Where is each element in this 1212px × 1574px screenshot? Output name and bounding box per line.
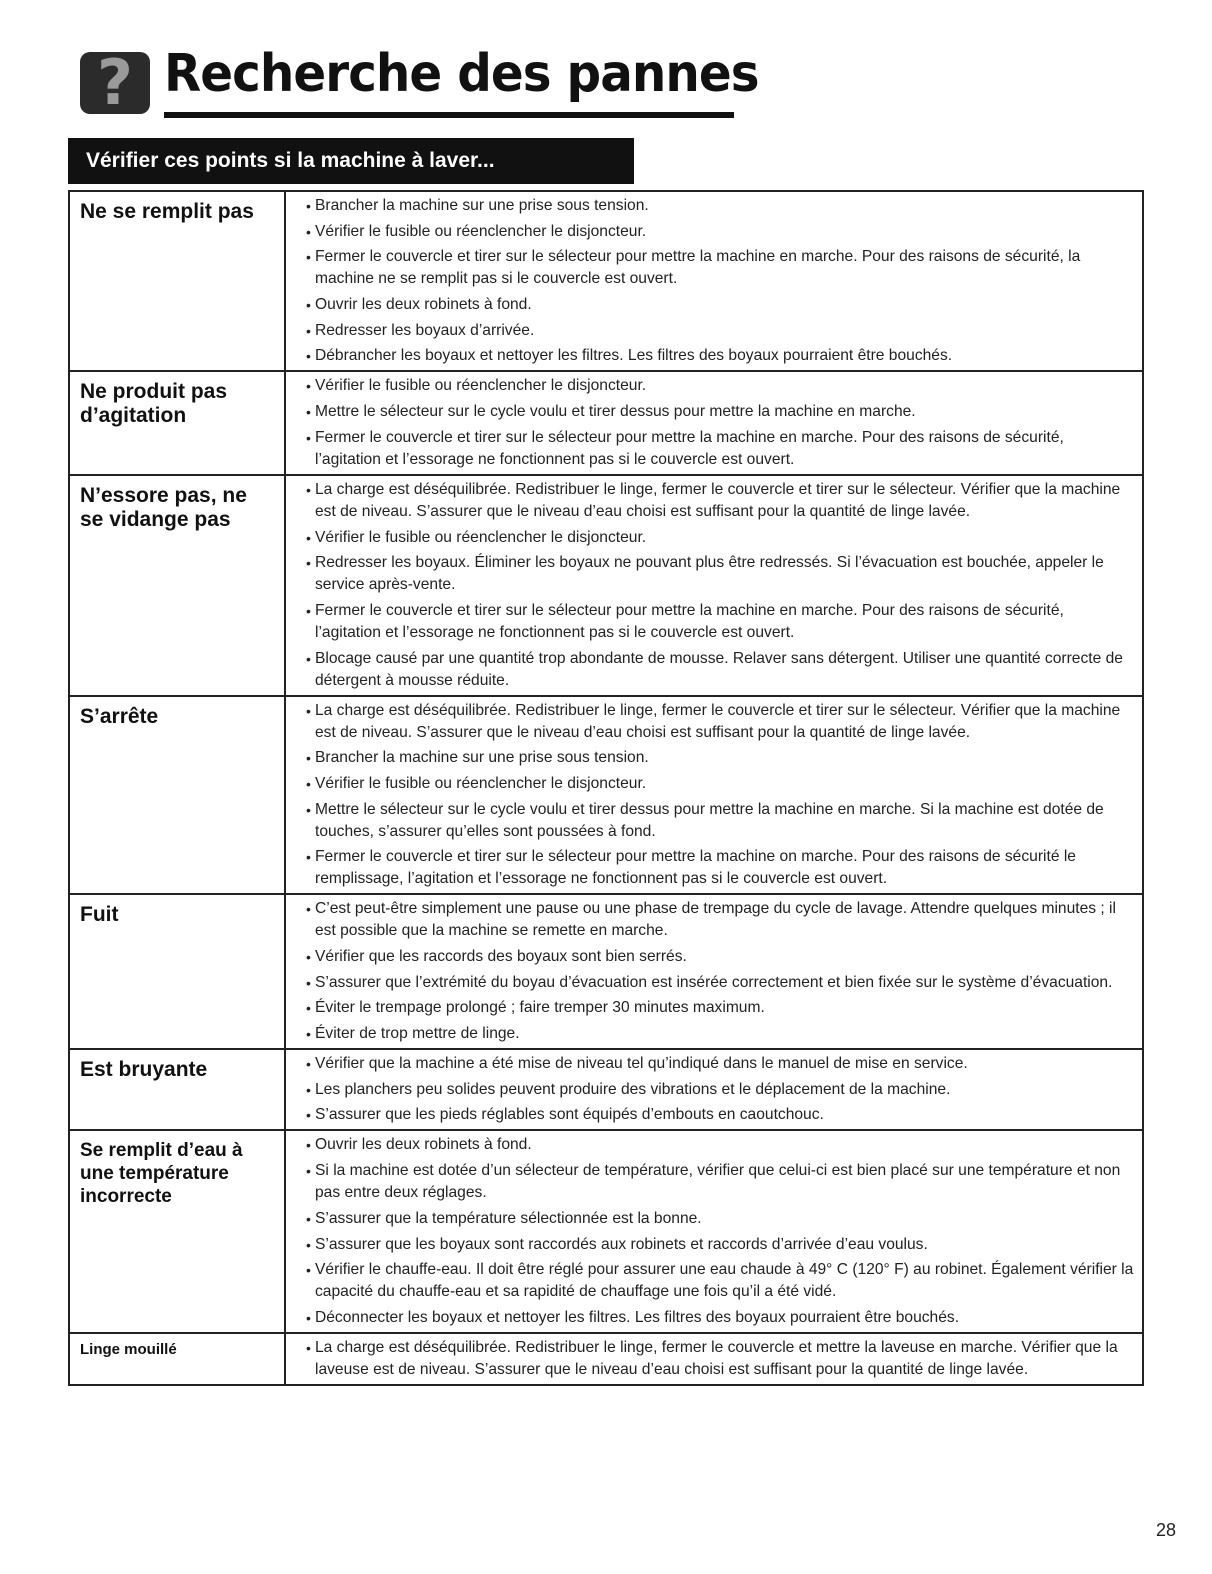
solution-item: • La charge est déséquilibrée. Redistribuer le linge, fermer le couvercle et tirer sur le sélecteur. Vérifier que la machine est de niveau. S’assurer que le niveau d’eau choisi est suffisant pour la quantité de linge lavée.: [306, 479, 1134, 523]
solution-item: • Vérifier le fusible ou réenclencher le disjoncteur.: [306, 375, 1134, 397]
solution-item: • Vérifier le chauffe-eau. Il doit être réglé pour assurer une eau chaude à 49° C (120° F) au robinet. Également vérifier la capacité du chauffe-eau et sa rapidité de chauffage une fois qu’il a été vidé.: [306, 1259, 1134, 1303]
solution-list: [306, 1134, 1134, 1328]
problem-label: Linge mouillé: [69, 1333, 285, 1385]
solution-item: • S’assurer que les pieds réglables sont équipés d’embouts en caoutchouc.: [306, 1104, 1134, 1126]
solution-item: • Vérifier le fusible ou réenclencher le disjoncteur.: [306, 221, 1134, 243]
problem-label: N’essore pas, ne se vidange pas: [69, 475, 285, 696]
problem-label: S’arrête: [69, 696, 285, 895]
solution-item: • Éviter de trop mettre de linge.: [306, 1023, 1134, 1045]
solution-item: • Mettre le sélecteur sur le cycle voulu et tirer dessus pour mettre la machine en marche. Si la machine est dotée de touches, s’assurer qu’elles sont poussées à fond.: [306, 799, 1134, 843]
solution-item: • Brancher la machine sur une prise sous tension.: [306, 195, 1134, 217]
question-mark-icon: ?: [80, 52, 150, 114]
table-row: [69, 696, 1143, 895]
solution-item: • Fermer le couvercle et tirer sur le sélecteur pour mettre la machine on marche. Pour des raisons de sécurité le remplissage, l’agitation et l’essorage ne fonctionnent pas si le couvercle est ouvert.: [306, 846, 1134, 890]
solution-list: [306, 479, 1134, 692]
solution-item: • Vérifier que les raccords des boyaux sont bien serrés.: [306, 946, 1134, 968]
solution-item: • Ouvrir les deux robinets à fond.: [306, 294, 1134, 316]
solution-list: [306, 1337, 1134, 1381]
solution-item: • S’assurer que la température sélectionnée est la bonne.: [306, 1208, 1134, 1230]
page-number: 28: [1155, 1520, 1176, 1540]
solutions-cell: [285, 1333, 1143, 1385]
solution-item: • Brancher la machine sur une prise sous tension.: [306, 747, 1134, 769]
page-title: Recherche des pannes: [164, 44, 759, 104]
solutions-cell: [285, 191, 1143, 371]
troubleshooting-table: [68, 190, 1144, 1386]
solutions-cell: [285, 1130, 1143, 1332]
solution-item: • La charge est déséquilibrée. Redistribuer le linge, fermer le couvercle et tirer sur le sélecteur. Vérifier que la machine est de niveau. S’assurer que le niveau d’eau choisi est suffisant pour la quantité de linge lavée.: [306, 700, 1134, 744]
solution-item: • Ouvrir les deux robinets à fond.: [306, 1134, 1134, 1156]
solution-item: • Débrancher les boyaux et nettoyer les filtres. Les filtres des boyaux pourraient être bouchés.: [306, 345, 1134, 367]
solutions-cell: [285, 696, 1143, 895]
solution-item: • S’assurer que les boyaux sont raccordés aux robinets et raccords d’arrivée d’eau voulus.: [306, 1234, 1134, 1256]
table-row: [69, 894, 1143, 1049]
solutions-cell: [285, 894, 1143, 1049]
solution-list: [306, 195, 1134, 367]
solution-item: • Fermer le couvercle et tirer sur le sélecteur pour mettre la machine en marche. Pour des raisons de sécurité, la machine ne se remplit pas si le couvercle est ouvert.: [306, 246, 1134, 290]
solution-item: • Vérifier que la machine a été mise de niveau tel qu’indiqué dans le manuel de mise en service.: [306, 1053, 1134, 1075]
solution-item: • Si la machine est dotée d’un sélecteur de température, vérifier que celui-ci est bien placé sur une température et non pas entre deux réglages.: [306, 1160, 1134, 1204]
table-row: [69, 475, 1143, 696]
solution-item: • Redresser les boyaux. Éliminer les boyaux ne pouvant plus être redressés. Si l’évacuation est bouchée, appeler le service après-vente.: [306, 552, 1134, 596]
section-banner: Vérifier ces points si la machine à laver...: [68, 138, 634, 184]
problem-label: Ne se remplit pas: [69, 191, 285, 371]
solution-list: [306, 375, 1134, 470]
problem-label: Ne produit pas d’agitation: [69, 371, 285, 474]
solutions-cell: [285, 1049, 1143, 1130]
page-header: [80, 44, 759, 124]
solution-list: [306, 1053, 1134, 1126]
solution-list: [306, 898, 1134, 1045]
solution-item: • Mettre le sélecteur sur le cycle voulu et tirer dessus pour mettre la machine en marche.: [306, 401, 1134, 423]
problem-label: Se remplit d’eau à une température incorrecte: [69, 1130, 285, 1332]
solution-item: • Fermer le couvercle et tirer sur le sélecteur pour mettre la machine en marche. Pour des raisons de sécurité, l’agitation et l’essorage ne fonctionnent pas si le couvercle est ouvert.: [306, 600, 1134, 644]
problem-label: Est bruyante: [69, 1049, 285, 1130]
solutions-cell: [285, 371, 1143, 474]
table-row: [69, 1049, 1143, 1130]
solution-item: • Les planchers peu solides peuvent produire des vibrations et le déplacement de la machine.: [306, 1079, 1134, 1101]
solution-item: • C’est peut-être simplement une pause ou une phase de trempage du cycle de lavage. Attendre quelques minutes ; il est possible que la machine se remette en marche.: [306, 898, 1134, 942]
solution-item: • Vérifier le fusible ou réenclencher le disjoncteur.: [306, 773, 1134, 795]
table-row: [69, 371, 1143, 474]
solution-item: • Vérifier le fusible ou réenclencher le disjoncteur.: [306, 527, 1134, 549]
problem-label: Fuit: [69, 894, 285, 1049]
solution-item: • La charge est déséquilibrée. Redistribuer le linge, fermer le couvercle et mettre la laveuse en marche. Vérifier que la laveuse est de niveau. S’assurer que le niveau d’eau choisi est suffisant pour la quantité de linge lavée.: [306, 1337, 1134, 1381]
solution-item: • Fermer le couvercle et tirer sur le sélecteur pour mettre la machine en marche. Pour des raisons de sécurité, l’agitation et l’essorage ne fonctionnent pas si le couvercle est ouvert.: [306, 427, 1134, 471]
solution-item: • Déconnecter les boyaux et nettoyer les filtres. Les filtres des boyaux pourraient être bouchés.: [306, 1307, 1134, 1329]
table-row: [69, 1130, 1143, 1332]
solution-item: • Blocage causé par une quantité trop abondante de mousse. Relaver sans détergent. Utiliser une quantité correcte de détergent à mousse réduite.: [306, 648, 1134, 692]
solution-item: • Redresser les boyaux d’arrivée.: [306, 320, 1134, 342]
solution-list: [306, 700, 1134, 891]
title-underline: [164, 112, 734, 118]
solution-item: • S’assurer que l’extrémité du boyau d’évacuation est insérée correctement et bien fixée sur le système d’évacuation.: [306, 972, 1134, 994]
solution-item: • Éviter le trempage prolongé ; faire tremper 30 minutes maximum.: [306, 997, 1134, 1019]
table-row: [69, 191, 1143, 371]
table-row: [69, 1333, 1143, 1385]
solutions-cell: [285, 475, 1143, 696]
